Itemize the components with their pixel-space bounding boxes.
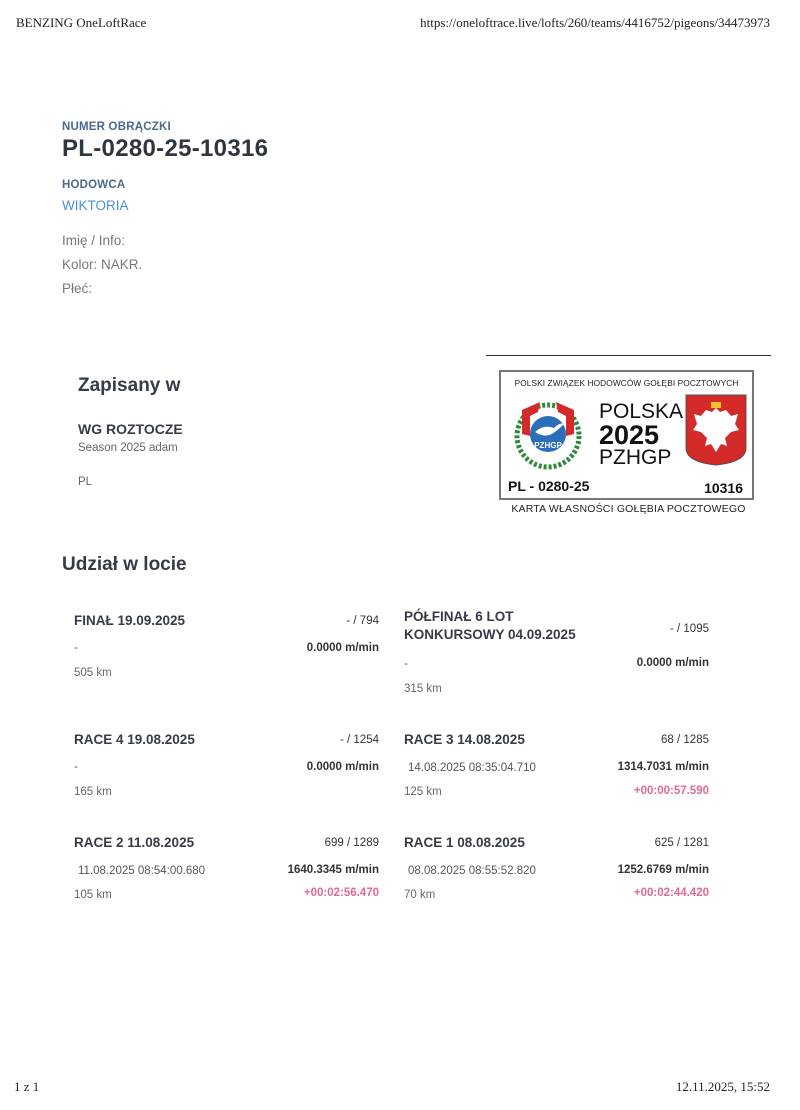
race-distance: 505 km xyxy=(74,667,112,679)
breeder-label: HODOWCA xyxy=(62,179,126,191)
color-info: Kolor: NAKR. xyxy=(62,257,143,272)
race-arrival: - xyxy=(74,761,78,773)
card-org: PZHGP xyxy=(599,446,672,469)
race-position: - / 1095 xyxy=(670,623,709,635)
race-arrival: - xyxy=(404,658,408,670)
race-distance: 165 km xyxy=(74,786,112,798)
polish-eagle-icon xyxy=(685,394,747,466)
pzhgp-logo-icon xyxy=(508,392,588,472)
enrolled-title: Zapisany w xyxy=(78,375,181,396)
race-distance: 70 km xyxy=(404,889,436,901)
race-position: 625 / 1281 xyxy=(654,837,709,849)
race-delta: +00:02:56.470 xyxy=(303,887,379,899)
race-delta: +00:02:44.420 xyxy=(633,887,709,899)
logo-text: PZHGP xyxy=(534,441,562,450)
race-speed: 0.0000 m/min xyxy=(306,642,379,654)
card-ring-prefix: PL - 0280-25 xyxy=(508,478,590,494)
race-speed: 0.0000 m/min xyxy=(636,657,709,669)
ring-number: PL-0280-25-10316 xyxy=(62,135,269,162)
season-name: Season 2025 adam xyxy=(78,442,178,454)
race-name: RACE 1 08.08.2025 xyxy=(404,835,525,850)
club-name[interactable]: WG ROZTOCZE xyxy=(78,421,183,437)
race-arrival: 14.08.2025 08:35:04.710 xyxy=(408,762,536,774)
race-arrival: 11.08.2025 08:54:00.680 xyxy=(78,865,206,877)
race-card[interactable] xyxy=(74,612,379,707)
race-position: - / 794 xyxy=(346,615,379,627)
card-association: POLSKI ZWIĄZEK HODOWCÓW GOŁĘBI POCZTOWYCH xyxy=(514,378,739,388)
ring-number-label: NUMER OBRĄCZKI xyxy=(62,121,171,133)
race-card[interactable] xyxy=(404,608,709,703)
race-arrival: - xyxy=(74,642,78,654)
card-caption: KARTA WŁASNOŚCI GOŁĘBIA POCZTOWEGO xyxy=(511,503,746,515)
race-speed: 1314.7031 m/min xyxy=(617,761,709,773)
race-position: - / 1254 xyxy=(340,734,379,746)
race-name: RACE 2 11.08.2025 xyxy=(74,835,195,850)
card-country: POLSKA xyxy=(599,400,684,423)
breeder-link[interactable]: WIKTORIA xyxy=(62,198,129,213)
country-code: PL xyxy=(78,476,93,488)
race-name: PÓŁFINAŁ 6 LOT KONKURSOWY 04.09.2025 xyxy=(404,609,576,642)
race-card[interactable] xyxy=(74,731,379,826)
race-delta: +00:00:57.590 xyxy=(633,785,709,797)
race-card[interactable] xyxy=(404,731,709,826)
print-header-title: BENZING OneLoftRace xyxy=(16,15,147,30)
race-position: 699 / 1289 xyxy=(324,837,379,849)
ownership-card xyxy=(486,355,771,528)
race-distance: 315 km xyxy=(404,683,442,695)
race-name: RACE 4 19.08.2025 xyxy=(74,732,195,747)
race-name: RACE 3 14.08.2025 xyxy=(404,732,525,747)
print-footer-page: 1 z 1 xyxy=(14,1079,40,1094)
race-speed: 1640.3345 m/min xyxy=(287,864,379,876)
race-card[interactable] xyxy=(74,834,379,929)
print-footer-date: 12.11.2025, 15:52 xyxy=(675,1079,770,1094)
race-position: 68 / 1285 xyxy=(661,734,709,746)
race-arrival: 08.08.2025 08:55:52.820 xyxy=(408,865,536,877)
card-ring-suffix: 10316 xyxy=(704,480,743,496)
name-info: Imię / Info: xyxy=(62,233,126,248)
race-name: FINAŁ 19.09.2025 xyxy=(74,613,186,628)
race-distance: 105 km xyxy=(74,889,112,901)
race-speed: 0.0000 m/min xyxy=(306,761,379,773)
sex-info: Płeć: xyxy=(62,281,93,296)
race-speed: 1252.6769 m/min xyxy=(617,864,709,876)
race-card[interactable] xyxy=(404,834,709,929)
print-header-url: https://oneloftrace.live/lofts/260/teams/4416752/pigeons/34473973 xyxy=(420,15,770,30)
ownership-card-frame xyxy=(499,370,754,500)
card-year: 2025 xyxy=(599,420,660,450)
race-distance: 125 km xyxy=(404,786,442,798)
races-section-title: Udział w locie xyxy=(62,554,187,575)
